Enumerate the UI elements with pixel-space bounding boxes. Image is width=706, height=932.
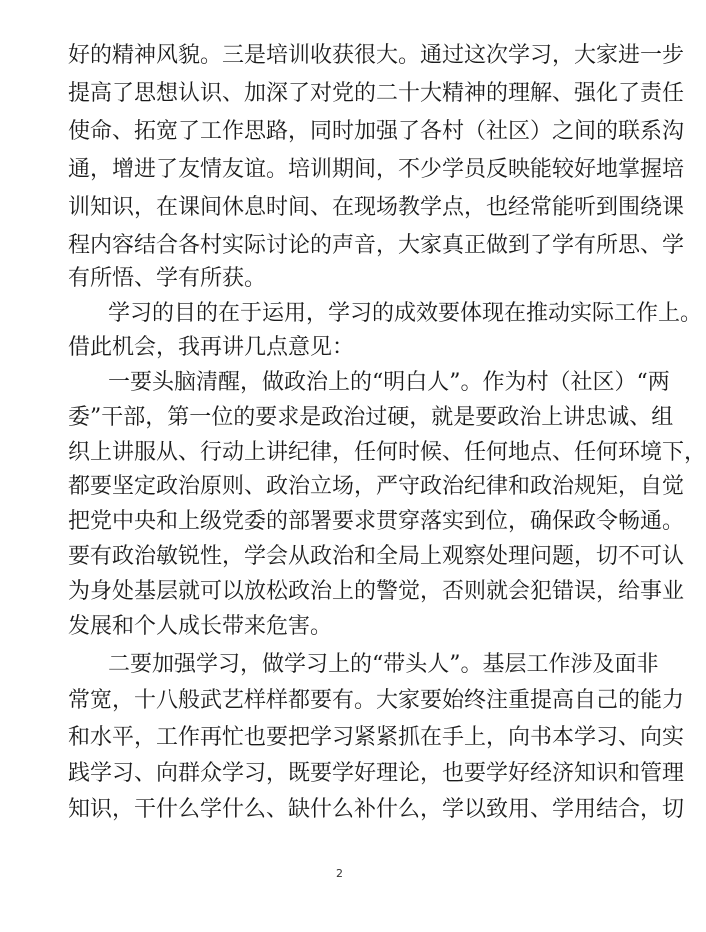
text-line: 程内容结合各村实际讨论的声音，大家真正做到了学有所思、学 [68,233,685,258]
text-line: 常宽，十八般武艺样样都要有。大家要始终注重提高自己的能力 [68,688,685,713]
text-line: 发展和个人成长带来危害。 [68,614,333,639]
text-line: 提高了思想认识、加深了对党的二十大精神的理解、强化了责任 [68,81,685,106]
text-line: 和水平，工作再忙也要把学习紧紧抓在手上，向书本学习、向实 [68,725,685,750]
text-line: 借此机会，我再讲几点意见： [68,335,355,360]
text-line: 践学习、向群众学习，既要学好理论，也要学好经济知识和管理 [68,761,685,786]
text-line: 好的精神风貌。三是培训收获很大。通过这次学习，大家进一步 [68,43,685,68]
text-line: 为身处基层就可以放松政治上的警觉，否则就会犯错误，给事业 [68,579,685,604]
text-line: 都要坚定政治原则、政治立场，严守政治纪律和政治规矩，自觉 [68,474,685,499]
text-line: 委”干部，第一位的要求是政治过硬，就是要政治上讲忠诚、组 [68,405,674,430]
text-line: 把党中央和上级党委的部署要求贯穿落实到位，确保政令畅通。 [68,509,685,534]
text-line: 学习的目的在于运用，学习的成效要体现在推动实际工作上。 [108,301,703,326]
text-line: 通，增进了友情友谊。培训期间，不少学员反映能较好地掌握培 [68,157,685,182]
page-number: 2 [336,867,343,880]
text-line: 使命、拓宽了工作思路，同时加强了各村（社区）之间的联系沟 [68,119,685,144]
text-line: 知识，干什么学什么、缺什么补什么，学以致用、学用结合，切 [68,797,685,822]
text-line: 训知识，在课间休息时间、在现场教学点，也经常能听到围绕课 [68,195,685,220]
text-line: 有所悟、学有所获。 [68,266,267,291]
text-line: 织上讲服从、行动上讲纪律，任何时候、任何地点、任何环境下， [68,440,706,465]
text-line: 一要头脑清醒，做政治上的“明白人”。作为村（社区）“两 [108,370,670,395]
text-line: 二要加强学习，做学习上的“带头人”。基层工作涉及面非 [108,652,659,677]
text-line: 要有政治敏锐性，学会从政治和全局上观察处理问题，切不可认 [68,544,685,569]
